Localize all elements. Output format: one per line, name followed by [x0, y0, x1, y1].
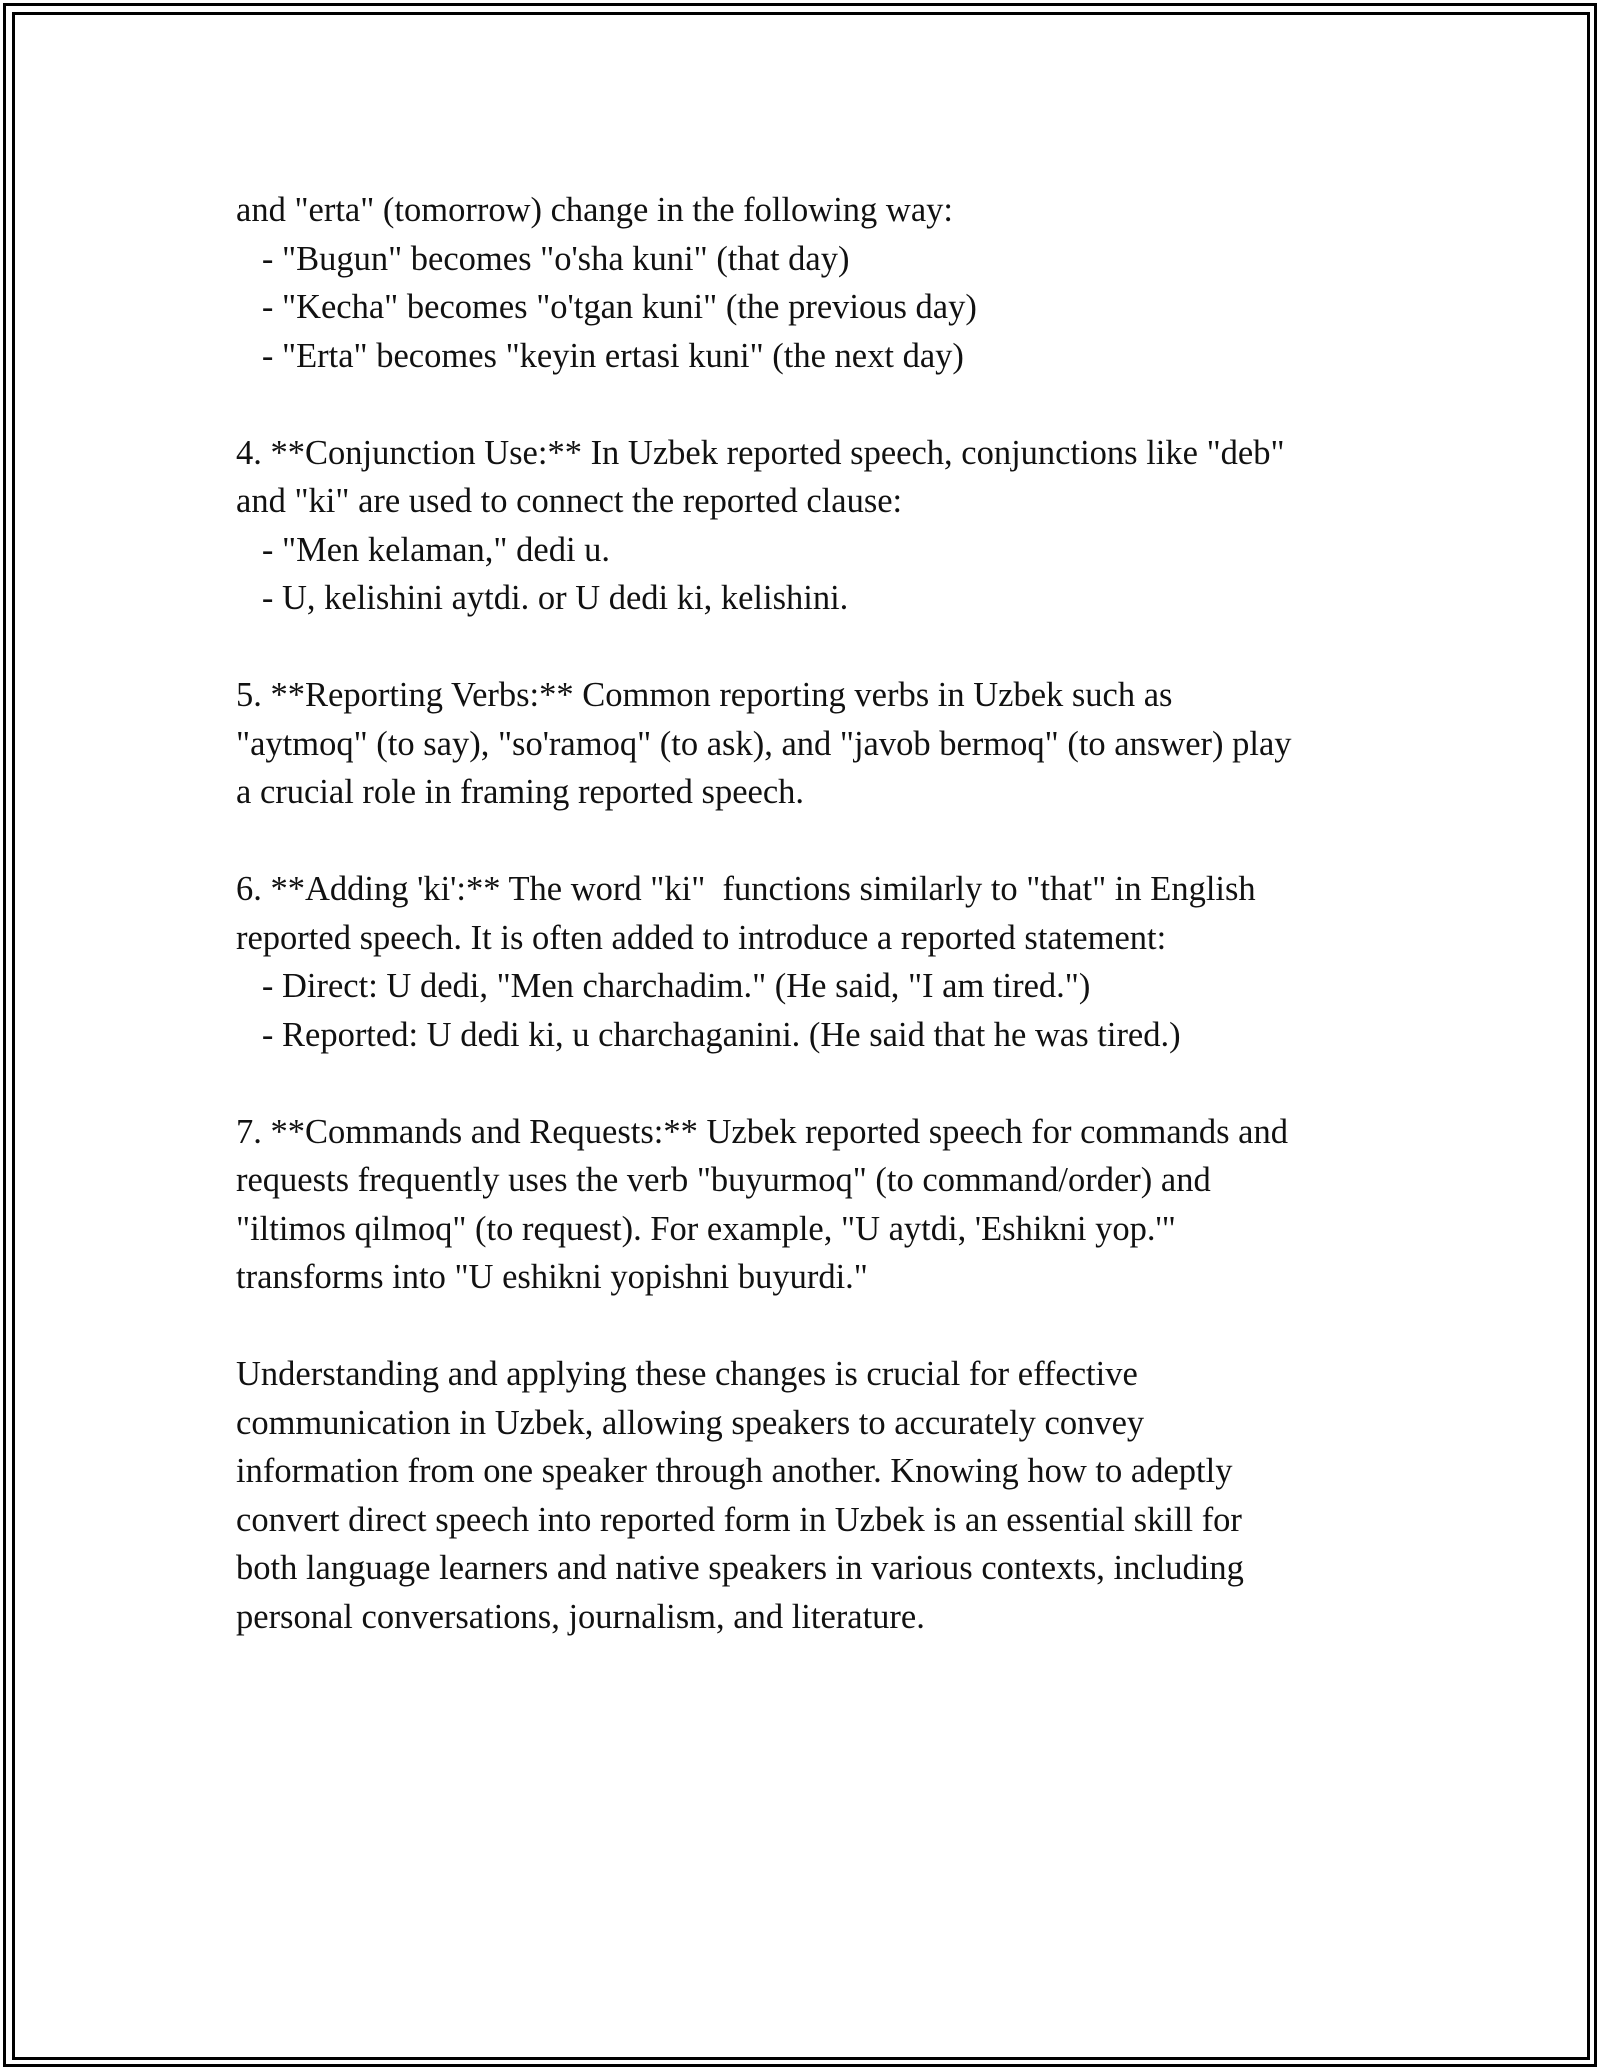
paragraph-spacer — [236, 380, 1396, 429]
list-item: - "Kecha" becomes "o'tgan kuni" (the previous day) — [236, 288, 977, 326]
list-item: - "Erta" becomes "keyin ertasi kuni" (the next day) — [236, 336, 964, 375]
text-line: "iltimos qilmoq" (to request). For example, "U aytdi, 'Eshikni yop.'" — [236, 1209, 1176, 1248]
paragraph-spacer — [236, 817, 1396, 866]
paragraph-spacer — [236, 1059, 1396, 1108]
document-body — [236, 186, 1396, 1641]
text-line: reported speech. It is often added to introduce a reported statement: — [236, 918, 1167, 957]
text-line: 4. **Conjunction Use:** In Uzbek reported speech, conjunctions like "deb" — [236, 433, 1285, 472]
paragraph-spacer — [236, 623, 1396, 672]
text-line: 7. **Commands and Requests:** Uzbek reported speech for commands and — [236, 1112, 1288, 1151]
text-line: and "erta" (tomorrow) change in the following way: — [236, 191, 953, 229]
list-item: - Direct: U dedi, "Men charchadim." (He said, "I am tired.") — [236, 967, 1091, 1005]
list-item: - "Bugun" becomes "o'sha kuni" (that day) — [236, 239, 850, 278]
text-line: information from one speaker through another. Knowing how to adeptly — [236, 1452, 1233, 1490]
text-line: convert direct speech into reported form in Uzbek is an essential skill for — [236, 1500, 1242, 1539]
conclusion-paragraph — [236, 1350, 1396, 1641]
list-item: - Reported: U dedi ki, u charchaganini. (He said that he was tired.) — [236, 1015, 1181, 1054]
time-expressions-paragraph — [236, 186, 1396, 380]
text-line: and "ki" are used to connect the reported clause: — [236, 482, 903, 520]
text-line: Understanding and applying these changes is crucial for effective — [236, 1355, 1138, 1393]
text-line: communication in Uzbek, allowing speakers to accurately convey — [236, 1403, 1145, 1442]
text-line: personal conversations, journalism, and literature. — [236, 1597, 925, 1636]
text-line: both language learners and native speakers in various contexts, including — [236, 1549, 1244, 1587]
text-line: 6. **Adding 'ki':** The word "ki" functions similarly to "that" in English — [236, 870, 1256, 908]
reporting-verbs-paragraph — [236, 671, 1396, 817]
text-line: a crucial role in framing reported speech. — [236, 773, 805, 811]
text-line: "aytmoq" (to say), "so'ramoq" (to ask), and "javob bermoq" (to answer) play — [236, 724, 1292, 763]
text-line: requests frequently uses the verb "buyurmoq" (to command/order) and — [236, 1161, 1211, 1199]
list-item: - U, kelishini aytdi. or U dedi ki, kelishini. — [236, 579, 849, 617]
commands-requests-paragraph — [236, 1108, 1396, 1302]
list-item: - "Men kelaman," dedi u. — [236, 530, 611, 569]
text-line: 5. **Reporting Verbs:** Common reporting verbs in Uzbek such as — [236, 676, 1173, 714]
adding-ki-paragraph — [236, 865, 1396, 1059]
conjunction-use-paragraph — [236, 429, 1396, 623]
paragraph-spacer — [236, 1302, 1396, 1351]
text-line: transforms into "U eshikni yopishni buyurdi." — [236, 1258, 868, 1296]
